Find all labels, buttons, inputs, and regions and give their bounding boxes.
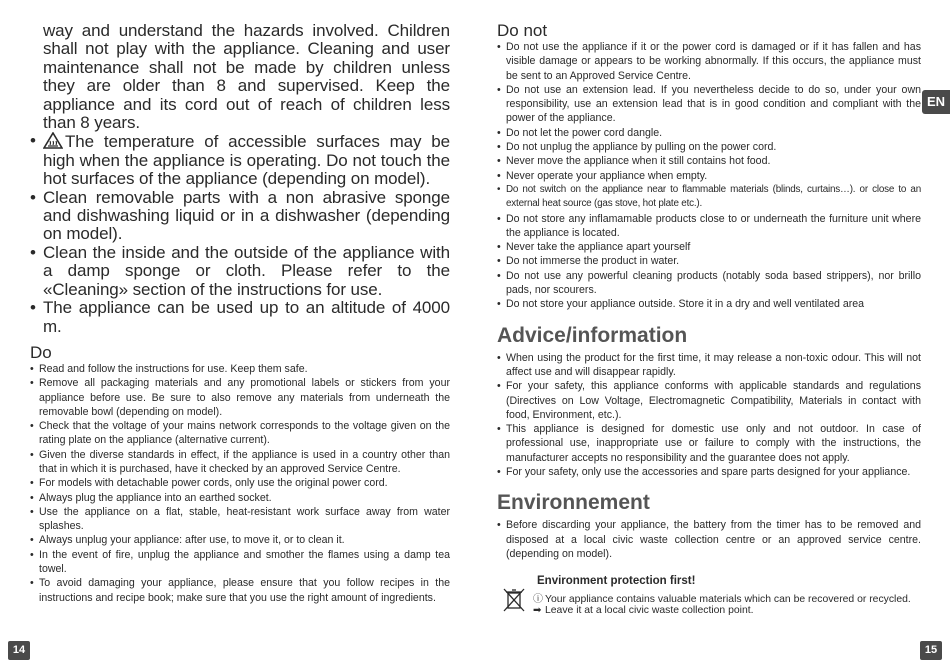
environment-protection-box [497, 575, 921, 623]
list-item: • Do not store your appliance outside. Store it in a dry and well ventilated area [497, 297, 921, 311]
environment-line-1 [533, 590, 911, 605]
page-number-left: 14 [8, 641, 30, 660]
list-item: • Never move the appliance when it still contains hot food. [497, 154, 921, 168]
environment-line-2-text: Leave it at a local civic waste collection point. [545, 605, 754, 617]
advice-list [497, 351, 921, 480]
list-item: • Before discarding your appliance, the battery from the timer has to be removed and disposed at a local civic waste collection centre or an approved service centre. (depending on model). [497, 518, 921, 561]
list-item: • For models with detachable power cords, only use the original power cord. [30, 476, 450, 490]
list-item: • Use the appliance on a flat, stable, heat-resistant work surface away from water splashes. [30, 505, 450, 534]
list-item: • Do not let the power cord dangle. [497, 126, 921, 140]
list-item: • Always unplug your appliance: after use, to move it, or to clean it. [30, 533, 450, 547]
do-not-heading: Do not [497, 21, 548, 40]
environment-list [497, 518, 921, 561]
info-icon: ⓘ [533, 594, 543, 606]
environment-heading: Environnement [497, 491, 650, 515]
list-item: • In the event of fire, unplug the appliance and smother the flames using a damp tea towel. [30, 548, 450, 577]
advice-heading: Advice/information [497, 323, 688, 347]
list-item: • Do not switch on the appliance near to flammable materials (blinds, curtains…). or close to an external heat source (gas stove, hot plate etc.). [497, 183, 921, 212]
environment-line-1-text: Your appliance contains valuable materials which can be recovered or recycled. [545, 594, 911, 606]
list-item: • Always plug the appliance into an earthed socket. [30, 491, 450, 505]
list-item: • When using the product for the first time, it may release a non-toxic odour. This will not affect use and will disappear rapidly. [497, 351, 921, 380]
list-item: way and understand the hazards involved. Children shall not play with the appliance. Cleaning and user maintenance shall not be made by children unless they are older than 8 and supervised. Keep the appliance and its cord out of reach of children less than 8 years. [43, 21, 450, 133]
list-item: • For your safety, this appliance conforms with applicable standards and regulations (Directives on Low Voltage, Electromagnetic Compatibility, Materials in contact with food, Environment, etc.). [497, 379, 921, 422]
list-item: • Check that the voltage of your mains network corresponds to the voltage given on the rating plate on the appliance (alternative current). [30, 419, 450, 448]
list-item: • The appliance can be used up to an altitude of 4000 m. [30, 299, 450, 336]
do-heading: Do [30, 342, 52, 362]
language-tab: EN [922, 90, 950, 114]
list-item: • To avoid damaging your appliance, please ensure that you follow recipes in the instructions and recipe book; make sure that you use the right amount of ingredients. [30, 576, 450, 605]
list-item: • This appliance is designed for domestic use only and not outdoor. In case of professional use, inappropriate use or failure to comply with the instructions, the manufacturer accepts no responsibility and the guarantee does not apply. [497, 422, 921, 465]
crossed-out-bin-icon [502, 587, 526, 613]
safety-list [30, 0, 450, 336]
list-item: • Read and follow the instructions for use. Keep them safe. [30, 362, 450, 376]
environment-line-2 [533, 605, 754, 616]
do-not-list [497, 40, 921, 312]
list-item: • Do not immerse the product in water. [497, 254, 921, 268]
list-item [30, 132, 450, 188]
left-page [30, 0, 450, 605]
page-number-right: 15 [920, 641, 942, 660]
list-item: • Do not store any inflamamable products close to or underneath the furniture unit where the appliance is located. [497, 212, 921, 241]
list-item: • Do not use an extension lead. If you nevertheless decide to do so, under your own responsibility, use an extension lead that is in good condition and compliant with the power of the appliance. [497, 83, 921, 126]
hot-surface-warning-icon [43, 132, 63, 149]
list-item: • Never operate your appliance when empty. [497, 169, 921, 183]
list-item: • Remove all packaging materials and any promotional labels or stickers from your appliance before use. Be sure to also remove any materials from underneath the removable bowl (depending on model). [30, 376, 450, 419]
arrow-icon: ➡ [533, 605, 542, 617]
list-item: • For your safety, only use the accessories and spare parts designed for your appliance. [497, 465, 921, 479]
list-item: • Never take the appliance apart yourself [497, 240, 921, 254]
list-item: • Clean removable parts with a non abrasive sponge and dishwashing liquid or in a dishwasher (depending on model). [30, 189, 450, 244]
environment-protection-title: Environment protection first! [537, 575, 696, 588]
list-item: • Do not use any powerful cleaning products (notably soda based strippers), nor brillo pads, nor scourers. [497, 269, 921, 298]
list-item: • Do not unplug the appliance by pulling on the power cord. [497, 140, 921, 154]
list-item: • Do not use the appliance if it or the power cord is damaged or if it has fallen and has visible damage or appears to be working abnormally. If this occurs, the appliance must be sent to an Approved Service Centre. [497, 40, 921, 83]
list-item: • Clean the inside and the outside of the appliance with a damp sponge or cloth. Please refer to the «Cleaning» section of the instructions for use. [30, 244, 450, 299]
right-page [497, 0, 921, 623]
list-item: • Given the diverse standards in effect, if the appliance is used in a country other than that in which it is purchased, have it checked by an approved Service Centre. [30, 448, 450, 477]
list-item-text: The temperature of accessible surfaces may be high when the appliance is operating. Do not touch the hot surfaces of the appliance (depending on model). [43, 132, 450, 189]
do-list [30, 362, 450, 605]
